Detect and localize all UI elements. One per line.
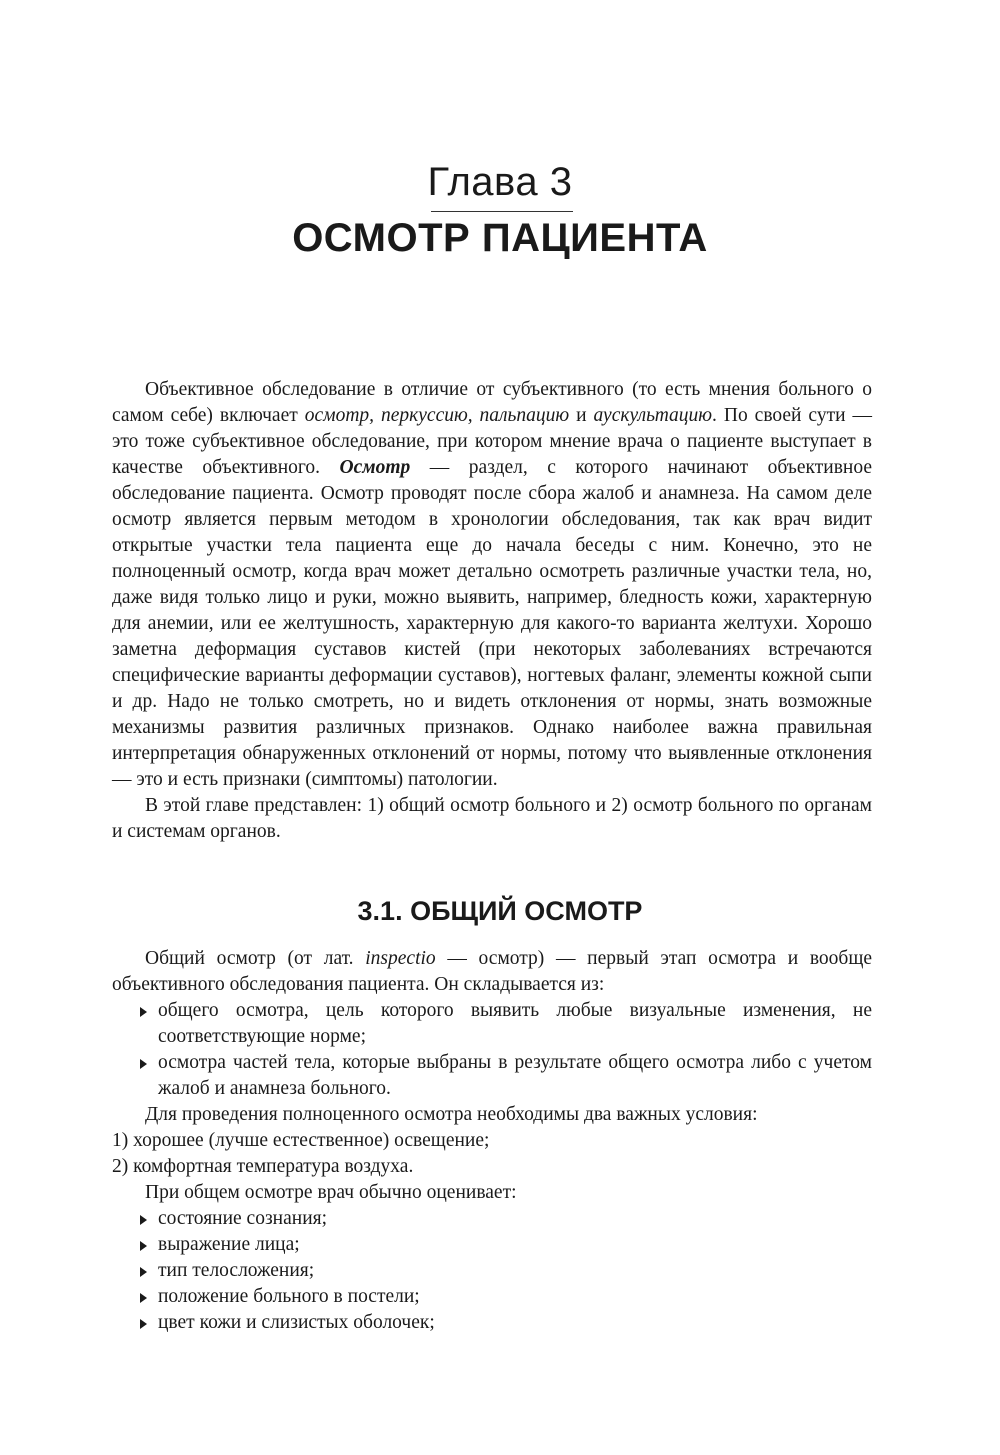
assess-item: состояние сознания;	[112, 1206, 872, 1232]
assess-intro: При общем осмотре врач обычно оценивает:	[145, 1182, 517, 1203]
intro-paragraph-1	[112, 377, 872, 793]
component-item: осмотра частей тела, которые выбраны в результате общего осмотра либо с учетом жалоб и анамнеза больного.	[112, 1050, 872, 1102]
condition-item: 2) комфортная температура воздуха.	[112, 1156, 414, 1177]
latin-term: inspectio	[365, 948, 436, 969]
assess-item: выражение лица;	[112, 1232, 872, 1258]
assess-item: положение больного в постели;	[112, 1284, 872, 1310]
assess-item: цвет кожи и слизистых оболочек;	[112, 1310, 872, 1336]
exam-methods-italic: осмотр, перкуссию, пальпацию	[304, 405, 570, 426]
intro-paragraph-2: В этой главе представлен: 1) общий осмотр больного и 2) осмотр больного по органам и системам органов.	[112, 795, 872, 842]
intro-text-span: . По своей сути — это тоже субъективное обследование, при котором мнение врача о пациенте выступает в качестве объективного.	[112, 405, 872, 478]
section-body	[112, 946, 872, 1336]
intro-text-span: Объективное обследование в отличие от субъективного (то есть мнения больного о самом себе) включает	[112, 379, 872, 426]
chapter-underline	[431, 211, 573, 212]
section-text-span: Общий осмотр (от лат.	[145, 948, 366, 969]
component-item: общего осмотра, цель которого выявить любые визуальные изменения, не соответствующие норме;	[112, 998, 872, 1050]
assess-item: тип телосложения;	[112, 1258, 872, 1284]
intro-text	[112, 377, 872, 845]
chapter-label: Глава 3	[427, 160, 573, 204]
auscultation-italic: аускультацию	[593, 405, 713, 426]
chapter-title: ОСМОТР ПАЦИЕНТА	[292, 216, 708, 260]
conditions-intro: Для проведения полноценного осмотра необходимы два важных условия:	[145, 1104, 758, 1125]
section-text-span: — осмотр) — первый этап осмотра и вообще объективного обследования пациента. Он складывается из:	[112, 948, 873, 995]
intro-text-span: и	[569, 405, 594, 426]
intro-text-span: — раздел, с которого начинают объективное обследование пациента. Осмотр проводят после сбора жалоб и анамнеза. На самом деле осмотр является первым методом в хронологии обследования, так как врач видит открытые участки тела пациента еще до начала беседы с ним. Конечно, это не полноценный осмотр, когда врач может детально осмотреть различные участки тела, но, даже видя только лицо и руки, можно выявить, например, бледность кожи, характерную для анемии, или ее желтушность, характерную для какого-то варианта желтухи. Хорошо заметна деформация суставов кистей (при некоторых заболеваниях встречаются специфические варианты деформации суставов), ногтевых фаланг, элементы кожной сыпи и др. Надо не только смотреть, но и видеть отклонения от нормы, знать возможные механизмы развития различных признаков. Однако наиболее важна правильная интерпретация обнаруженных отклонений от нормы, потому что выявленные отклонения — это и есть признаки (симптомы) патологии.	[112, 457, 872, 790]
condition-item: 1) хорошее (лучше естественное) освещение;	[112, 1130, 490, 1151]
section-title: 3.1. ОБЩИЙ ОСМОТР	[357, 896, 643, 926]
term-osmotr: Осмотр	[339, 457, 411, 478]
section-paragraph-1	[112, 946, 872, 998]
